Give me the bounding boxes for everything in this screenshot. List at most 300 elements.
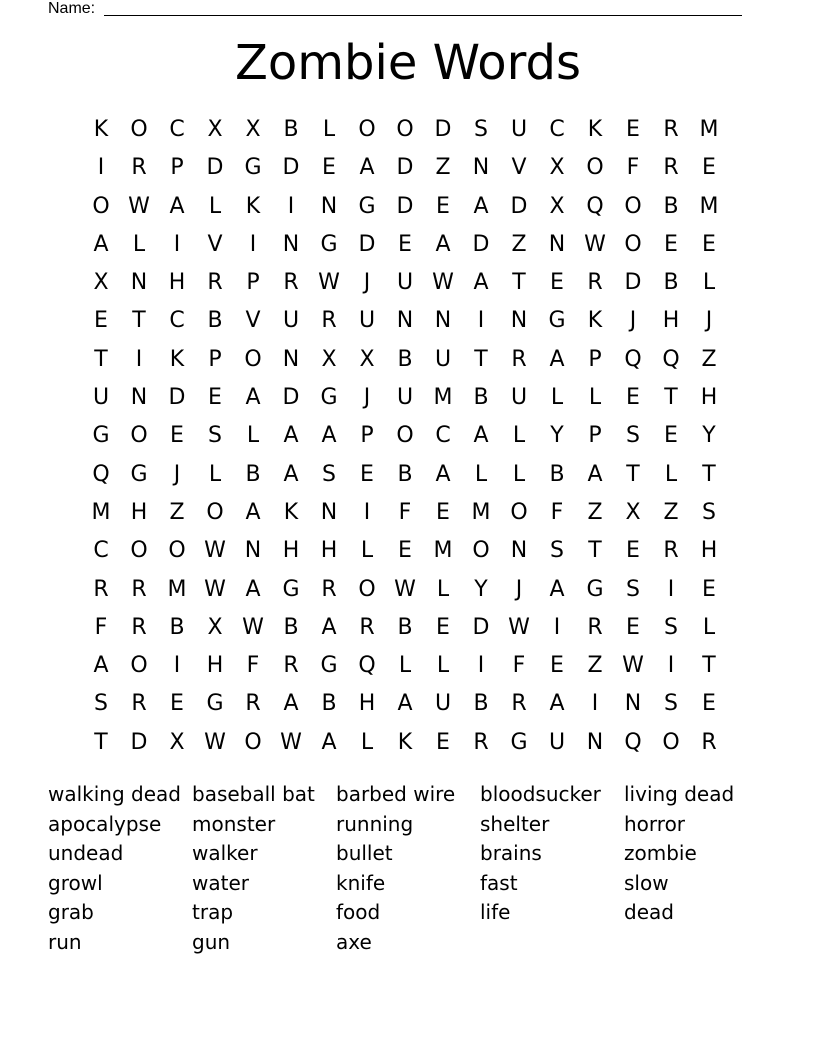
grid-cell: S [664,691,678,717]
grid-cell: I [591,691,599,717]
grid-cell: H [206,653,224,679]
grid-cell: Z [663,499,679,525]
grid-cell: W [394,576,416,602]
grid-cell: R [93,576,109,602]
grid-cell: W [204,538,226,564]
grid-cell: X [359,346,375,372]
grid-cell: X [169,729,185,755]
grid-cell: U [434,691,452,717]
grid-cell: H [662,308,680,334]
grid-cell: P [170,155,184,181]
grid-cell: X [93,270,109,296]
grid-cell: O [92,193,110,219]
grid-cell: A [245,499,261,525]
grid-cell: K [587,308,603,334]
grid-cell: N [130,270,148,296]
grid-cell: K [245,193,261,219]
grid-cell: G [510,729,528,755]
grid-cell: Q [92,461,110,487]
word-list-item: monster [192,811,276,836]
grid-cell: G [92,423,110,449]
grid-cell: I [287,193,295,219]
grid-cell: D [472,231,490,257]
grid-cell: I [477,308,485,334]
grid-cell: S [94,691,108,717]
grid-cell: F [246,653,260,679]
grid-cell: E [702,691,716,717]
grid-cell: L [360,538,374,564]
grid-cell: O [244,729,262,755]
grid-cell: T [626,461,640,487]
word-list-item: run [48,929,82,954]
grid-cell: C [93,538,109,564]
grid-cell: X [625,499,641,525]
grid-cell: R [701,729,717,755]
grid-cell: A [549,691,565,717]
grid-cell: X [245,117,261,142]
grid-cell: E [626,538,640,564]
name-label: Name: [48,0,96,17]
grid-cell: O [358,117,376,142]
grid-cell: D [358,231,376,257]
word-list-item: apocalypse [48,811,162,836]
grid-cell: P [588,346,602,372]
grid-cell: W [280,729,302,755]
grid-cell: A [473,270,489,296]
grid-cell: N [434,308,452,334]
grid-cell: E [398,231,412,257]
grid-cell: N [548,231,566,257]
grid-cell: N [320,499,338,525]
grid-cell: O [472,538,490,564]
grid-cell: R [587,614,603,640]
grid-cell: W [584,231,606,257]
grid-cell: M [471,499,491,525]
grid-cell: O [586,155,604,181]
grid-cell: A [435,461,451,487]
grid-cell: D [130,729,148,755]
grid-cell: X [207,117,223,142]
grid-cell: D [206,155,224,181]
grid-cell: L [208,193,222,219]
grid-cell: Z [511,231,527,257]
grid-cell: Q [586,193,604,219]
grid-cell: J [705,308,713,334]
word-list-item: dead [624,900,674,925]
grid-cell: J [629,308,637,334]
grid-cell: D [472,614,490,640]
grid-cell: H [168,270,186,296]
grid-cell: P [588,423,602,449]
grid-cell: L [132,231,146,257]
grid-cell: L [246,423,260,449]
grid-cell: Q [624,346,642,372]
grid-cell: Z [435,155,451,181]
grid-cell: I [135,346,143,372]
grid-cell: W [622,653,644,679]
grid-cell: U [358,308,376,334]
grid-cell: T [588,538,602,564]
grid-cell: E [398,538,412,564]
grid-cell: D [396,193,414,219]
grid-cell: R [131,576,147,602]
grid-cell: X [549,193,565,219]
grid-cell: F [398,499,412,525]
grid-cell: Z [587,499,603,525]
grid-cell: A [93,653,109,679]
grid-cell: S [664,614,678,640]
grid-cell: K [283,499,299,525]
grid-cell: R [663,155,679,181]
grid-cell: S [702,499,716,525]
grid-cell: B [321,691,337,717]
grid-cell: R [321,308,337,334]
grid-cell: H [130,499,148,525]
grid-cell: N [472,155,490,181]
grid-cell: G [282,576,300,602]
grid-cell: M [433,538,453,564]
grid-cell: B [207,308,223,334]
grid-cell: W [204,576,226,602]
grid-cell: O [130,538,148,564]
grid-cell: Z [169,499,185,525]
grid-cell: L [702,614,716,640]
grid-cell: O [396,423,414,449]
grid-cell: E [170,423,184,449]
grid-cell: F [94,614,108,640]
grid-cell: E [626,117,640,142]
grid-cell: I [249,231,257,257]
grid-cell: V [207,231,223,257]
word-list-item: walking dead [48,782,181,806]
grid-cell: E [436,499,450,525]
grid-cell: G [320,653,338,679]
grid-cell: Y [474,576,488,602]
word-list-item: knife [336,870,386,895]
grid-cell: E [208,385,222,411]
grid-cell: R [587,270,603,296]
grid-cell: K [93,117,109,142]
grid-cell: A [321,423,337,449]
grid-cell: B [397,614,413,640]
grid-cell: O [624,231,642,257]
grid-cell: B [283,614,299,640]
grid-cell: O [358,576,376,602]
grid-cell: E [550,653,564,679]
grid-cell: S [208,423,222,449]
grid-cell: R [511,691,527,717]
grid-cell: B [283,117,299,142]
word-list-item: zombie [624,841,697,866]
grid-cell: A [321,729,337,755]
grid-cell: A [283,691,299,717]
word-list-item: running [336,811,414,836]
grid-cell: E [702,231,716,257]
grid-cell: F [512,653,526,679]
word-list-item: brains [480,841,542,866]
grid-cell: W [432,270,454,296]
grid-cell: R [321,576,337,602]
grid-cell: L [360,729,374,755]
grid-cell: O [510,499,528,525]
grid-cell: W [508,614,530,640]
grid-cell: H [320,538,338,564]
grid-cell: G [130,461,148,487]
grid-cell: J [363,385,371,411]
grid-cell: L [474,461,488,487]
grid-cell: R [283,270,299,296]
grid-cell: R [131,155,147,181]
word-list-item: barbed wire [336,782,456,806]
grid-cell: D [396,155,414,181]
word-list-item: slow [624,870,669,895]
grid-cell: E [436,193,450,219]
grid-cell: C [549,117,565,142]
grid-cell: M [699,193,719,219]
grid-cell: B [663,270,679,296]
grid-cell: E [702,155,716,181]
grid-cell: O [624,193,642,219]
grid-cell: A [169,193,185,219]
name-field [48,0,748,20]
word-list-item: trap [192,900,234,925]
word-list [48,780,768,958]
grid-cell: Y [550,423,564,449]
grid-cell: A [587,461,603,487]
word-list-item: food [336,900,381,925]
grid-cell: E [436,614,450,640]
grid-cell: S [474,117,488,142]
grid-cell: A [397,691,413,717]
grid-cell: L [550,385,564,411]
grid-cell: J [515,576,523,602]
word-list-item: growl [48,870,103,895]
grid-cell: G [548,308,566,334]
grid-cell: A [549,576,565,602]
grid-cell: S [626,423,640,449]
grid-cell: B [169,614,185,640]
grid-cell: I [553,614,561,640]
grid-cell: N [282,346,300,372]
grid-cell: E [664,423,678,449]
grid-cell: R [131,614,147,640]
grid-cell: Z [587,653,603,679]
grid-cell: E [550,270,564,296]
grid-cell: N [624,691,642,717]
grid-cell: O [244,346,262,372]
grid-cell: R [473,729,489,755]
grid-cell: X [549,155,565,181]
grid-cell: H [358,691,376,717]
grid-cell: D [434,117,452,142]
grid-cell: I [477,653,485,679]
grid-cell: S [550,538,564,564]
grid-cell: M [91,499,111,525]
grid-cell: C [169,308,185,334]
grid-cell: U [434,346,452,372]
grid-cell: L [588,385,602,411]
grid-cell: M [699,117,719,142]
grid-cell: L [398,653,412,679]
grid-cell: A [245,385,261,411]
grid-cell: M [167,576,187,602]
grid-cell: J [173,461,181,487]
word-list-item: fast [480,870,518,895]
grid-cell: O [168,538,186,564]
grid-cell: T [94,729,108,755]
grid-cell: K [397,729,413,755]
grid-cell: Q [662,346,680,372]
grid-cell: O [206,499,224,525]
grid-cell: X [321,346,337,372]
grid-cell: E [436,729,450,755]
grid-cell: B [663,193,679,219]
word-list-item: water [192,870,249,895]
grid-cell: L [702,270,716,296]
grid-cell: B [397,346,413,372]
grid-cell: A [321,614,337,640]
grid-cell: G [206,691,224,717]
grid-cell: A [93,231,109,257]
grid-cell: L [208,461,222,487]
grid-cell: B [473,385,489,411]
grid-cell: B [473,691,489,717]
grid-cell: H [700,385,718,411]
grid-cell: K [169,346,185,372]
grid-cell: T [664,385,678,411]
grid-cell: E [170,691,184,717]
grid-cell: L [512,423,526,449]
grid-cell: O [396,117,414,142]
grid-cell: D [168,385,186,411]
grid-cell: T [132,308,146,334]
grid-cell: R [245,691,261,717]
grid-cell: V [511,155,527,181]
grid-cell: U [510,385,528,411]
grid-cell: L [436,653,450,679]
grid-cell: T [512,270,526,296]
word-list-item: baseball bat [192,782,315,806]
grid-cell: B [549,461,565,487]
grid-cell: T [702,461,716,487]
grid-cell: D [282,155,300,181]
grid-cell: D [624,270,642,296]
grid-cell: N [282,231,300,257]
grid-cell: G [320,231,338,257]
grid-cell: A [473,193,489,219]
grid-cell: I [173,231,181,257]
grid-cell: S [322,461,336,487]
grid-cell: F [626,155,640,181]
grid-cell: C [169,117,185,142]
grid-cell: G [320,385,338,411]
word-list-item: bullet [336,841,393,866]
grid-cell: M [433,385,453,411]
grid-cell: K [587,117,603,142]
page-title: Zombie Words [235,35,581,91]
grid-cell: N [130,385,148,411]
grid-cell: W [242,614,264,640]
grid-cell: D [510,193,528,219]
grid-cell: F [550,499,564,525]
grid-cell: I [667,576,675,602]
grid-cell: D [282,385,300,411]
grid-cell: Z [701,346,717,372]
grid-cell: U [548,729,566,755]
grid-cell: V [245,308,261,334]
word-list-item: gun [192,929,231,954]
grid-cell: Q [624,729,642,755]
grid-cell: L [512,461,526,487]
grid-cell: T [702,653,716,679]
grid-cell: I [97,155,105,181]
grid-cell: P [360,423,374,449]
grid-cell: Q [358,653,376,679]
grid-cell: Y [702,423,716,449]
grid-cell: N [586,729,604,755]
grid-cell: A [549,346,565,372]
grid-cell: J [363,270,371,296]
grid-cell: E [702,576,716,602]
grid-cell: P [208,346,222,372]
grid-cell: S [626,576,640,602]
grid-cell: E [322,155,336,181]
grid-cell: T [474,346,488,372]
grid-cell: N [510,308,528,334]
grid-cell: U [510,117,528,142]
grid-cell: H [700,538,718,564]
word-list-item: undead [48,841,124,866]
grid-cell: H [282,538,300,564]
grid-cell: O [130,653,148,679]
grid-cell: A [473,423,489,449]
grid-cell: G [358,193,376,219]
grid-cell: C [435,423,451,449]
grid-cell: I [173,653,181,679]
word-list-item: shelter [480,811,550,836]
grid-cell: A [359,155,375,181]
grid-cell: N [510,538,528,564]
grid-cell: A [283,423,299,449]
grid-cell: I [363,499,371,525]
grid-cell: R [131,691,147,717]
grid-cell: I [667,653,675,679]
word-list-item: walker [192,841,258,866]
word-list-item: living dead [624,782,735,806]
grid-cell: O [130,117,148,142]
word-list-item: bloodsucker [480,782,601,806]
grid-cell: E [360,461,374,487]
grid-cell: E [626,385,640,411]
word-list-item: grab [48,900,94,925]
grid-cell: O [130,423,148,449]
grid-cell: U [92,385,110,411]
word-list-item: axe [336,929,372,954]
grid-cell: E [94,308,108,334]
grid-cell: G [244,155,262,181]
grid-cell: U [396,270,414,296]
grid-cell: B [397,461,413,487]
grid-cell: N [244,538,262,564]
grid-cell: E [664,231,678,257]
grid-cell: A [435,231,451,257]
grid-cell: A [245,576,261,602]
name-underline [104,15,742,16]
grid-cell: T [94,346,108,372]
grid-cell: W [318,270,340,296]
grid-cell: N [396,308,414,334]
word-list-item: life [480,900,511,925]
